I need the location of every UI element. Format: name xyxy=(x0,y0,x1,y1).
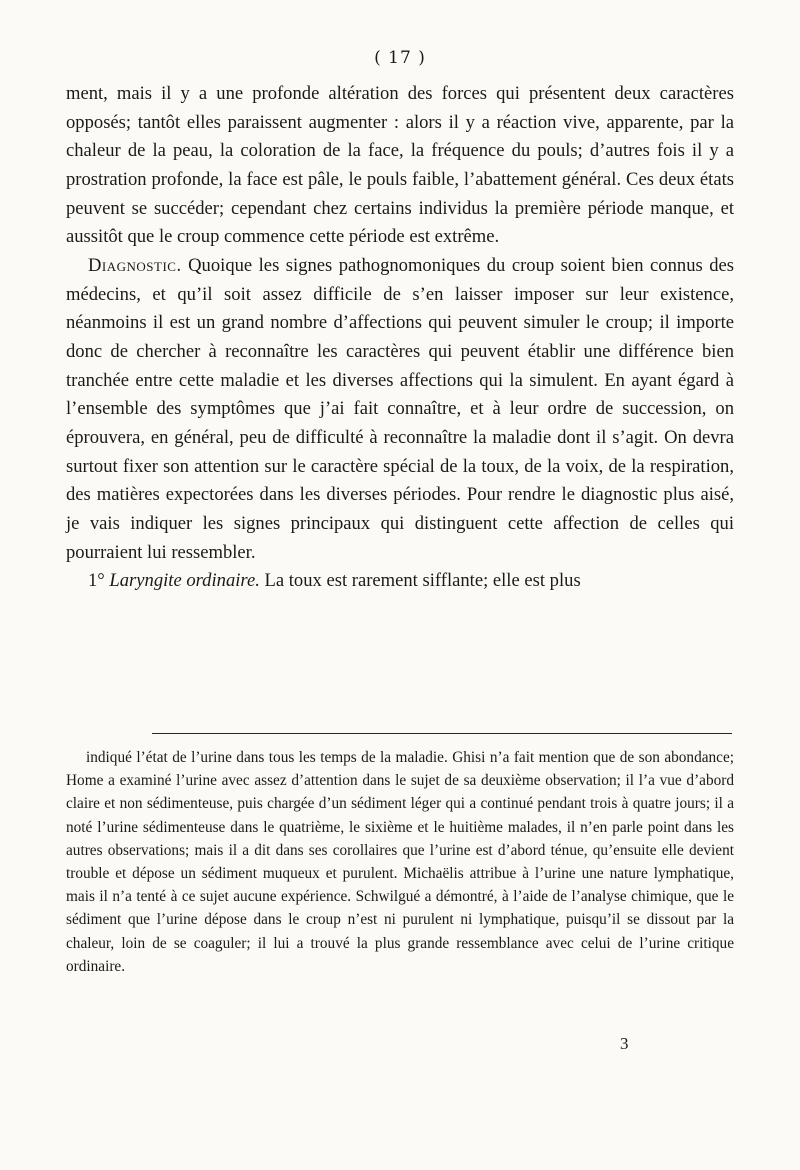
paragraph-continuation: ment, mais il y a une profonde altération des forces qui présentent deux caractères opposés; tantôt elles paraissent augmenter : alors il y a réaction vive, apparente, par la chaleur de la peau, la coloration de la face, la fréquence du pouls; d’autres fois il y a prostration profonde, la face est pâle, le pouls faible, l’abattement général. Ces deux états peuvent se succéder; cependant chez certains individus la première période manque, et aussitôt que le croup commence cette période est extrême. xyxy=(66,83,734,248)
footnote-divider xyxy=(152,733,732,734)
main-text xyxy=(66,80,734,596)
paragraph-laryngite xyxy=(66,567,734,596)
page-number: ( 17 ) xyxy=(374,48,426,68)
paragraph-diagnostic xyxy=(66,252,734,567)
footnote xyxy=(66,746,734,978)
item-text: La toux est rarement sifflante; elle est plus xyxy=(259,570,581,592)
diagnostic-heading: Diagnostic. xyxy=(88,254,182,276)
item-title: Laryngite ordinaire. xyxy=(109,570,260,592)
signature-mark: 3 xyxy=(620,1034,629,1053)
item-number: 1° xyxy=(88,570,105,592)
diagnostic-text: Quoique les signes pathognomoniques du croup soient bien connus des médecins, et qu’il soit assez difficile de s’en laisser imposer sur leur existence, néanmoins il est un grand nombre d’affections qui peuvent simuler le croup; il importe donc de chercher à reconnaître les caractères qui peuvent établir une différence bien tranchée entre cette maladie et les diverses affections qui la simulent. En ayant égard à l’ensemble des symptômes que j’ai fait connaître, et à leur ordre de succession, on éprouvera, en général, peu de difficulté à reconnaître la maladie dont il s’agit. On devra surtout fixer son attention sur le caractère spécial de la toux, de la voix, de la respiration, des matières expectorées dans les diverses périodes. Pour rendre le diagnostic plus aisé, je vais indiquer les signes principaux qui distinguent cette affection de celles qui pourraient lui ressembler. xyxy=(66,254,734,563)
footnote-text: indiqué l’état de l’urine dans tous les temps de la maladie. Ghisi n’a fait mention que de son abondance; Home a examiné l’urine avec assez d’attention dans le sujet de sa deuxième observation; il l’a vue d’abord claire et non sédimenteuse, puis chargée d’un sédiment léger qui a continué pendant trois à quatre jours; il a noté l’urine sédimenteuse dans le quatrième, le sixième et le huitième malades, il n’en parle point dans les autres observations; mais il a dit dans ses corollaires que l’urine est d’abord ténue, qu’ensuite elle devient trouble et dépose un sédiment muqueux et purulent. Michaëlis attribue à l’urine une nature lymphatique, mais il n’a tenté à ce sujet aucune expérience. Schwilgué a démontré, à l’aide de l’analyse chimique, que le sédiment que l’urine dépose dans le croup n’est ni purulent ni lymphatique, puisqu’il se dissout par la chaleur, loin de se coaguler; il lui a trouvé la plus grande ressemblance avec celui de l’urine critique ordinaire. xyxy=(66,749,734,975)
